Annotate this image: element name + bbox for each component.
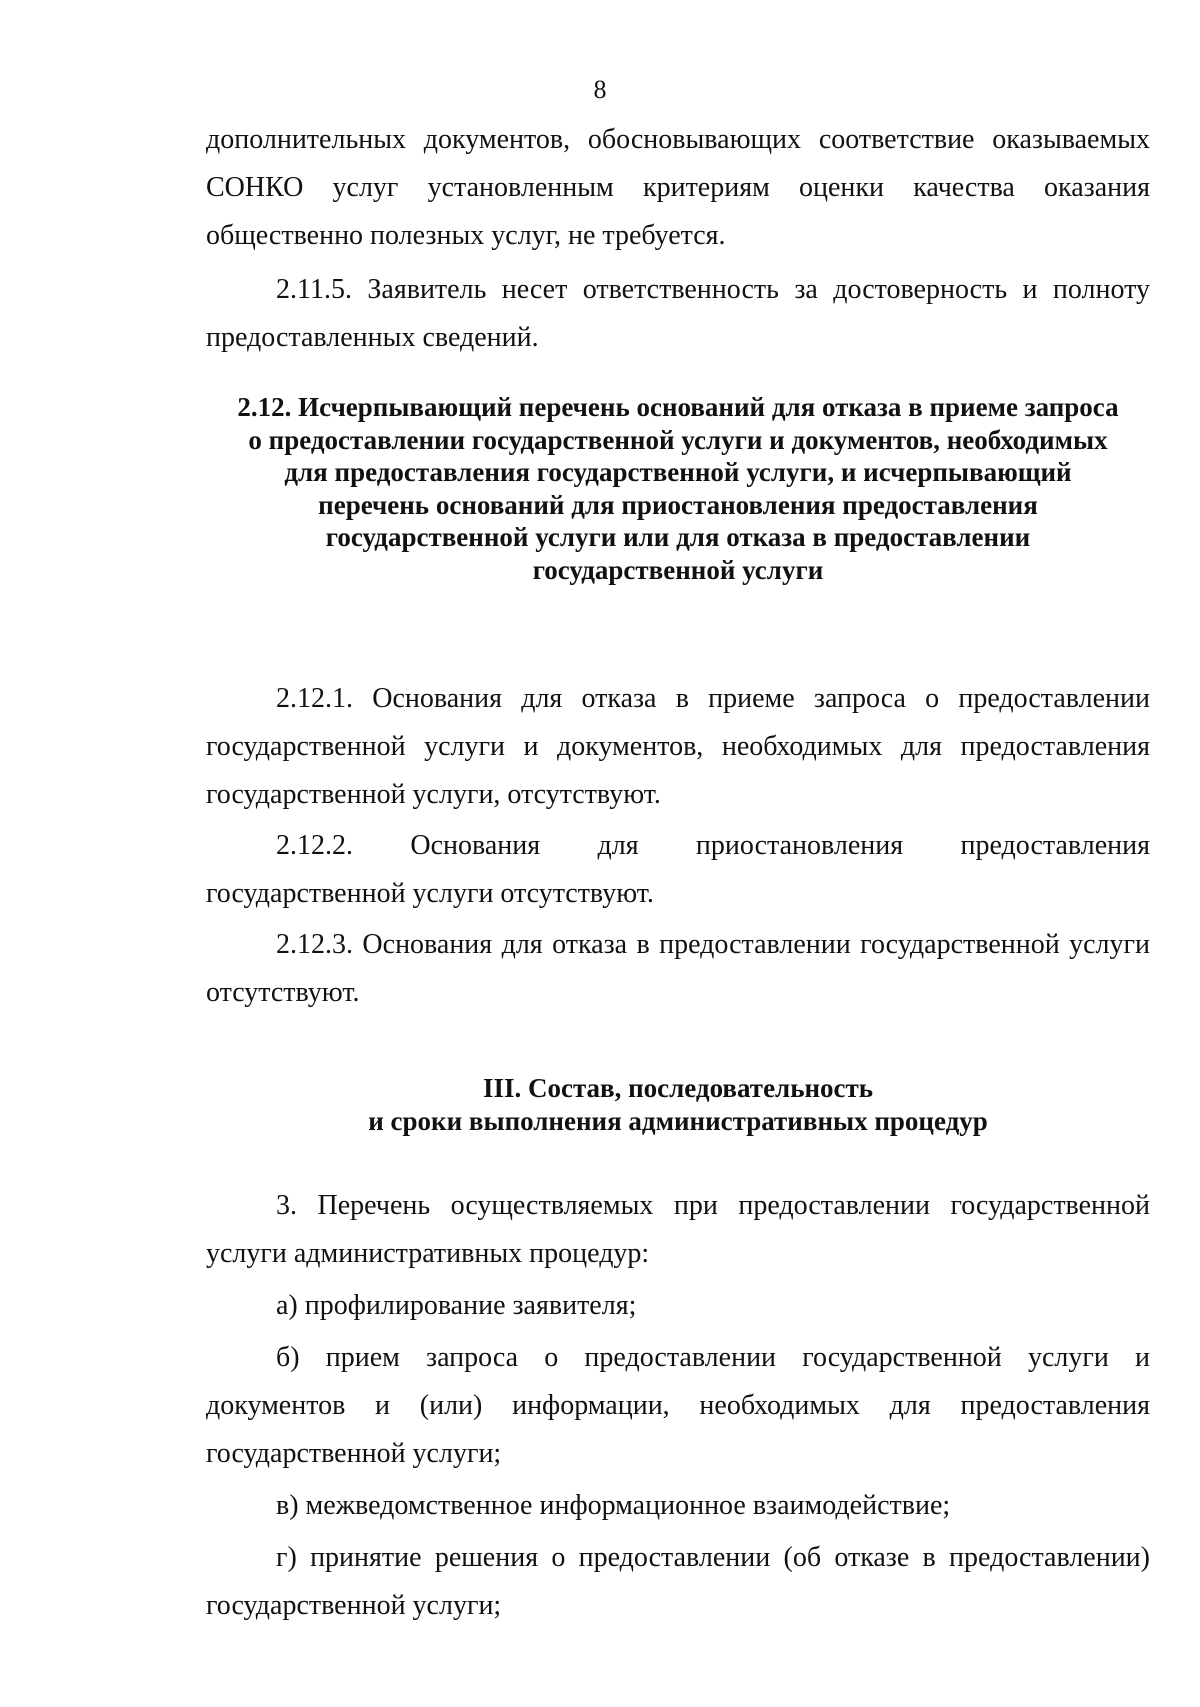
section-2-12-heading [206,391,1150,586]
list-item: в) межведомственное информационное взаимодействие; [276,1490,951,1521]
list-item: г) принятие решения о предоставлении (об отказе в предоставлении) государственной услуги; [206,1542,1150,1621]
list-item: б) прием запроса о предоставлении государственной услуги и документов и (или) информации, необходимых для предоставления государственной услуги; [206,1342,1150,1469]
heading-line: III. Состав, последовательность [482,1073,874,1103]
top-text-block [206,116,1150,362]
heading-line: для предоставления государственной услуги, и исчерпывающий [284,457,1072,487]
section-3-heading [206,1072,1150,1137]
paragraph-2-11-5: 2.11.5. Заявитель несет ответственность за достоверность и полноту предоставленных сведений. [206,274,1150,353]
heading-line: и сроки выполнения административных процедур [368,1105,988,1136]
continuation-paragraph: дополнительных документов, обосновывающих соответствие оказываемых СОНКО услуг установленным критериям оценки качества оказания общественно полезных услуг, не требуется. [206,124,1150,251]
section-3-body [206,1182,1150,1630]
page-number: 8 [593,75,607,104]
heading-line: государственной услуги или для отказа в предоставлении [325,522,1031,552]
section-3-intro: 3. Перечень осуществляемых при предоставлении государственной услуги административных процедур: [206,1190,1150,1269]
heading-line: перечень оснований для приостановления предоставления [318,489,1038,520]
heading-line: о предоставлении государственной услуги и документов, необходимых [248,424,1108,455]
paragraph-2-12-3: 2.12.3. Основания для отказа в предоставлении государственной услуги отсутствуют. [206,929,1150,1008]
paragraph-2-12-2: 2.12.2. Основания для приостановления предоставления государственной услуги отсутствуют. [206,830,1150,909]
section-2-12-body [206,675,1150,1017]
paragraph-2-12-1: 2.12.1. Основания для отказа в приеме запроса о предоставлении государственной услуги и документов, необходимых для предоставления государственной услуги, отсутствуют. [206,683,1150,810]
list-item: а) профилирование заявителя; [276,1290,637,1321]
heading-line: государственной услуги [532,554,824,585]
heading-line: 2.12. Исчерпывающий перечень оснований для отказа в приеме запроса [237,392,1119,422]
